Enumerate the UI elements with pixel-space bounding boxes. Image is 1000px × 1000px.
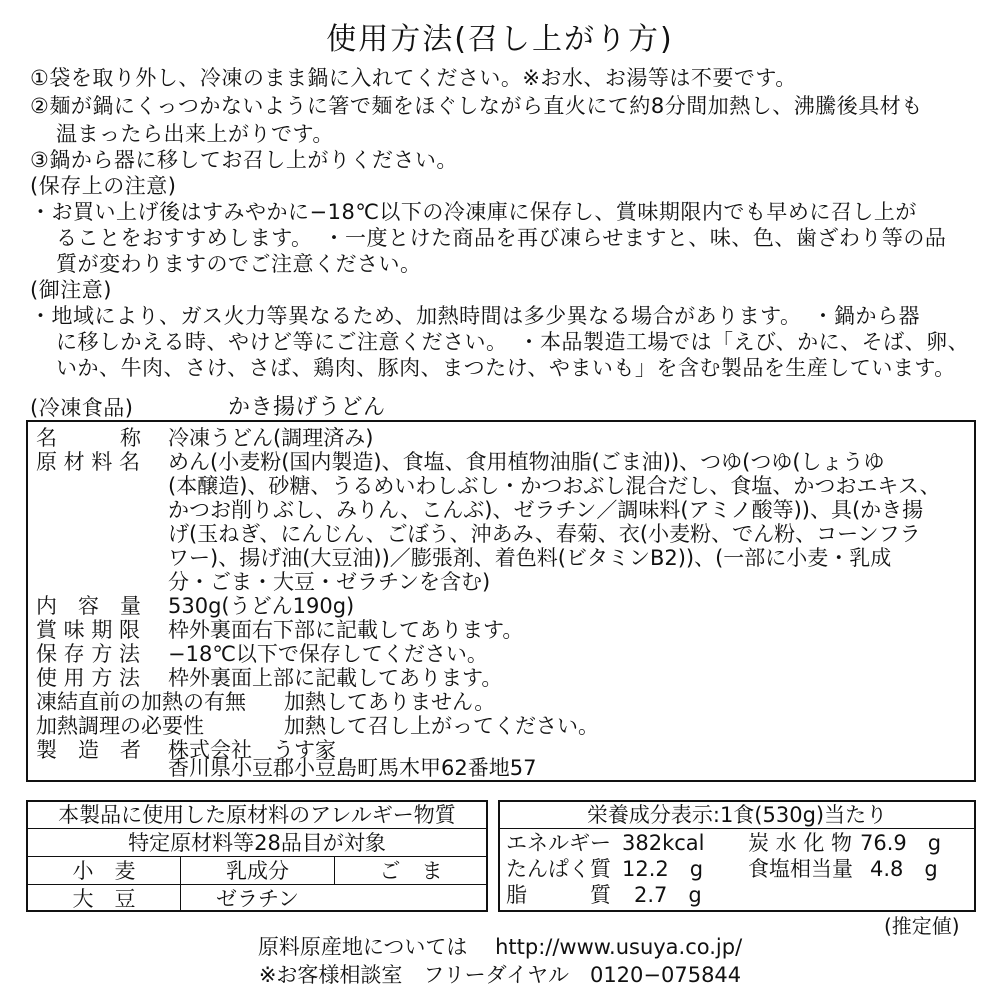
nutrition-salt-label: 食塩相当量 xyxy=(748,857,853,881)
allergy-divider-3 xyxy=(26,884,488,885)
label-ingredients-line-2: (本醸造)、砂糖、うるめいわしぶし・かつおぶし混合だし、食塩、かつおエキス、 xyxy=(168,474,941,498)
nutrition-salt-value: 4.8 g xyxy=(870,857,938,881)
storage-line-3: 質が変わりますのでご注意ください。 xyxy=(56,252,422,276)
usage-step-2: ②麺が鍋にくっつかないように箸で麺をほぐしながら直火にて約8分間加熱し、沸騰後具材も xyxy=(30,94,923,118)
label-cooking-key: 加熱調理の必要性 xyxy=(36,714,204,738)
allergy-item-milk: 乳成分 xyxy=(226,859,289,883)
nutrition-carb-label: 炭 水 化 物 xyxy=(748,831,853,855)
allergy-title: 本製品に使用した原材料のアレルギー物質 xyxy=(58,803,456,827)
nutrition-fat-label: 脂 質 xyxy=(506,883,611,907)
nutrition-protein-label: たんぱく質 xyxy=(506,857,611,881)
nutrition-divider xyxy=(498,828,976,829)
label-maker-key: 製 造 者 xyxy=(36,738,141,762)
label-usage-key: 使 用 方 法 xyxy=(36,666,141,690)
label-ingredients-line-1: めん(小麦粉(国内製造)、食塩、食用植物油脂(ごま油))、つゆ(つゆ(しょうゆ xyxy=(168,450,885,474)
product-category: (冷凍食品) xyxy=(30,396,134,420)
nutrition-energy-value: 382kcal xyxy=(622,831,705,855)
customer-contact: ※お客様相談室 フリーダイヤル 0120−075844 xyxy=(258,963,742,987)
label-name-key: 名 称 xyxy=(36,426,141,450)
label-content-key: 内 容 量 xyxy=(36,594,141,618)
nutrition-note: (推定値) xyxy=(884,914,960,938)
label-ingredients-line-3: かつお削りぶし、みりん、こんぶ)、ゼラチン／調味料(アミノ酸等))、具(かき揚 xyxy=(168,498,924,522)
nutrition-energy-label: エネルギー xyxy=(506,831,611,855)
nutrition-title: 栄養成分表示:1食(530g)当たり xyxy=(586,803,888,827)
caution-line-3: いか、牛肉、さけ、さば、鶏肉、豚肉、まつたけ、やまいも」を含む製品を生産しています。 xyxy=(56,356,956,380)
storage-heading: (保存上の注意) xyxy=(30,174,177,198)
label-maker-address: 香川県小豆郡小豆島町馬木甲62番地57 xyxy=(168,756,537,780)
caution-line-1: ・地域により、ガス火力等異なるため、加熱時間は多少異なる場合があります。 ・鍋から器 xyxy=(30,304,920,328)
allergy-item-wheat: 小 麦 xyxy=(72,859,136,883)
storage-line-2: ることをおすすめします。 ・一度とけた商品を再び凍らせますと、味、色、歯ざわり等の品 xyxy=(56,226,947,250)
label-content-value: 530g(うどん190g) xyxy=(168,594,355,618)
label-bestby-key: 賞 味 期 限 xyxy=(36,618,141,642)
label-maker-value: 株式会社 うす家 xyxy=(168,738,336,762)
allergy-subtitle: 特定原材料等28品目が対象 xyxy=(128,831,386,855)
label-ingredients-line-4: げ(玉ねぎ、にんじん、ごぼう、沖あみ、春菊、衣(小麦粉、でん粉、コーンフラ xyxy=(168,522,921,546)
allergy-item-sesame: ご ま xyxy=(379,859,443,883)
allergy-divider-1 xyxy=(26,828,488,829)
label-ingredients-key: 原 材 料 名 xyxy=(36,450,141,474)
label-bestby-value: 枠外裏面右下部に記載してあります。 xyxy=(168,618,524,642)
usage-step-3: ③鍋から器に移してお召し上がりください。 xyxy=(30,148,458,172)
allergy-item-soy: 大 豆 xyxy=(72,887,136,911)
origin-info-link[interactable]: 原料原産地については http://www.usuya.co.jp/ xyxy=(257,935,743,959)
caution-heading: (御注意) xyxy=(30,278,112,302)
usage-title: 使用方法(召し上がり方) xyxy=(326,22,674,57)
label-heated-value: 加熱してありません。 xyxy=(284,690,496,714)
storage-line-1: ・お買い上げ後はすみやかに−18℃以下の冷凍庫に保存し、賞味期限内でも早めに召し上が xyxy=(30,200,917,224)
label-name-value: 冷凍うどん(調理済み) xyxy=(168,426,374,450)
label-ingredients-line-5: ワー)、揚げ油(大豆油))／膨張剤、着色料(ビタミンB2))、(一部に小麦・乳成 xyxy=(168,546,892,570)
allergy-item-gelatin: ゼラチン xyxy=(216,887,299,911)
label-ingredients-line-6: 分・ごま・大豆・ゼラチンを含む) xyxy=(168,570,491,594)
product-name: かき揚げうどん xyxy=(228,395,386,420)
label-usage-value: 枠外裏面上部に記載してあります。 xyxy=(168,666,503,690)
nutrition-fat-value: 2.7 g xyxy=(634,883,702,907)
label-storage-value: −18℃以下で保存してください。 xyxy=(168,642,488,666)
usage-step-2-cont: 温まったら出来上がりです。 xyxy=(56,122,334,146)
usage-step-1: ①袋を取り外し、冷凍のまま鍋に入れてください。※お水、お湯等は不要です。 xyxy=(30,66,797,90)
label-cooking-value: 加熱して召し上がってください。 xyxy=(284,714,599,738)
allergy-divider-2 xyxy=(26,856,488,857)
nutrition-protein-value: 12.2 g xyxy=(622,857,704,881)
label-storage-key: 保 存 方 法 xyxy=(36,642,141,666)
label-heated-key: 凍結直前の加熱の有無 xyxy=(36,690,246,714)
nutrition-carb-value: 76.9 g xyxy=(860,831,942,855)
caution-line-2: に移しかえる時、やけど等にご注意ください。 ・本品製造工場では「えび、かに、そば、卵、 xyxy=(56,330,970,354)
